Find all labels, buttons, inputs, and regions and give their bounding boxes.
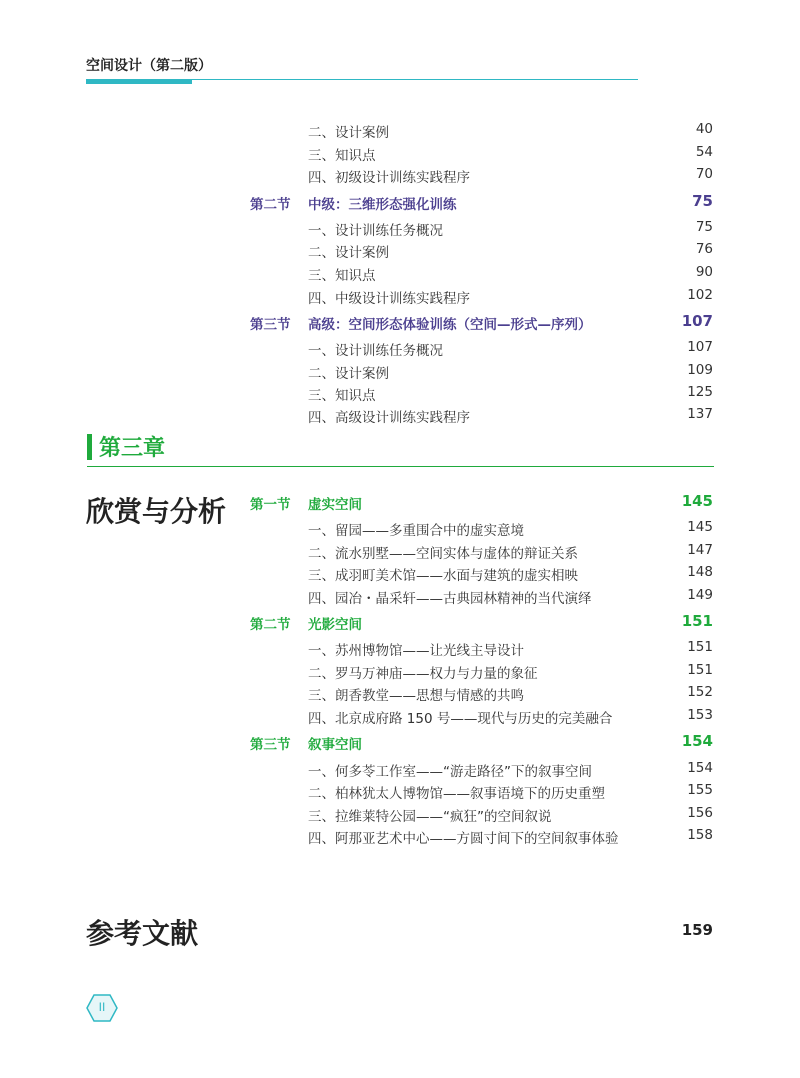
chapter-rule [87, 466, 714, 467]
toc-item-label: 四、北京成府路 150 号——现代与历史的完美融合 [308, 711, 613, 727]
section-title: 高级：空间形态体验训练（空间—形式—序列） [308, 317, 592, 333]
toc-item-label: 二、流水别墅——空间实体与虚体的辩证关系 [308, 546, 578, 562]
toc-item-label: 一、苏州博物馆——让光线主导设计 [308, 643, 524, 659]
toc-section[interactable] [0, 493, 800, 515]
toc-item-label: 一、何多苓工作室——“游走路径”下的叙事空间 [308, 764, 592, 780]
toc-item[interactable] [0, 384, 800, 406]
toc-item-label: 四、中级设计训练实践程序 [308, 291, 470, 307]
toc-item-page: 54 [695, 144, 713, 160]
toc-item-page: 155 [687, 782, 713, 798]
section-page: 151 [681, 612, 713, 630]
page-number: II [98, 1000, 106, 1014]
toc-item-page: 153 [687, 707, 713, 723]
toc-item-label: 三、知识点 [308, 148, 376, 164]
section-title: 中级：三维形态强化训练 [308, 197, 457, 213]
toc-item-page: 102 [687, 287, 713, 303]
toc-item-page: 154 [687, 760, 713, 776]
toc-item[interactable] [0, 639, 800, 661]
toc-item-label: 一、设计训练任务概况 [308, 343, 443, 359]
toc-item[interactable] [0, 339, 800, 361]
toc-item[interactable] [0, 662, 800, 684]
toc-section[interactable] [0, 613, 800, 635]
toc-item[interactable] [0, 587, 800, 609]
toc-item[interactable] [0, 166, 800, 188]
toc-item-page: 149 [687, 587, 713, 603]
toc-item[interactable] [0, 121, 800, 143]
toc-item-page: 151 [687, 662, 713, 678]
toc-item-label: 二、设计案例 [308, 125, 389, 141]
toc-item[interactable] [0, 219, 800, 241]
toc-item-page: 145 [687, 519, 713, 535]
section-number: 第二节 [250, 197, 291, 213]
toc-item-page: 125 [687, 384, 713, 400]
toc-item[interactable] [0, 760, 800, 782]
toc-item-label: 二、罗马万神庙——权力与力量的象征 [308, 666, 538, 682]
toc-item[interactable] [0, 827, 800, 849]
toc-item-label: 一、设计训练任务概况 [308, 223, 443, 239]
toc-item[interactable] [0, 406, 800, 428]
toc-item-label: 三、朗香教堂——思想与情感的共鸣 [308, 688, 524, 704]
references-title[interactable]: 参考文献 [86, 917, 199, 950]
section-number: 第三节 [250, 737, 291, 753]
toc-item-label: 三、成羽町美术馆——水面与建筑的虚实相映 [308, 568, 578, 584]
toc-item-page: 156 [687, 805, 713, 821]
section-page: 154 [681, 732, 713, 750]
toc-item-label: 四、高级设计训练实践程序 [308, 410, 470, 426]
toc-item[interactable] [0, 144, 800, 166]
section-title: 虚实空间 [308, 497, 362, 513]
toc-item-page: 75 [695, 219, 713, 235]
toc-item-page: 147 [687, 542, 713, 558]
toc-item[interactable] [0, 519, 800, 541]
toc-section[interactable] [0, 193, 800, 215]
toc-item-label: 四、初级设计训练实践程序 [308, 170, 470, 186]
section-title: 叙事空间 [308, 737, 362, 753]
toc-section[interactable] [0, 733, 800, 755]
toc-item-page: 90 [695, 264, 713, 280]
toc-item-page: 152 [687, 684, 713, 700]
toc-item-label: 二、柏林犹太人博物馆——叙事语境下的历史重塑 [308, 786, 605, 802]
toc-item-label: 四、园冶・晶采轩——古典园林精神的当代演绎 [308, 591, 592, 607]
toc-item-label: 三、知识点 [308, 388, 376, 404]
toc-item[interactable] [0, 684, 800, 706]
toc-item-label: 二、设计案例 [308, 366, 389, 382]
toc-item[interactable] [0, 362, 800, 384]
section-page: 107 [681, 312, 713, 330]
toc-item-label: 三、知识点 [308, 268, 376, 284]
references-page: 159 [681, 921, 713, 939]
toc-item-page: 158 [687, 827, 713, 843]
running-head: 空间设计（第二版） [86, 58, 212, 74]
toc-item-page: 151 [687, 639, 713, 655]
toc-item[interactable] [0, 707, 800, 729]
section-title: 光影空间 [308, 617, 362, 633]
toc-item[interactable] [0, 564, 800, 586]
toc-item-page: 40 [695, 121, 713, 137]
header-accent-bar [86, 79, 192, 84]
chapter-marker-bar [87, 434, 92, 460]
toc-item-label: 三、拉维莱特公园——“疯狂”的空间叙说 [308, 809, 552, 825]
chapter-title: 欣赏与分析 [86, 495, 227, 528]
section-page: 75 [692, 192, 713, 210]
chapter-label: 第三章 [99, 436, 166, 461]
section-page: 145 [681, 492, 713, 510]
toc-item[interactable] [0, 287, 800, 309]
section-number: 第一节 [250, 497, 291, 513]
folio-badge [86, 994, 118, 1022]
toc-section[interactable] [0, 313, 800, 335]
toc-item[interactable] [0, 542, 800, 564]
toc-item[interactable] [0, 264, 800, 286]
toc-item-label: 一、留园——多重围合中的虚实意境 [308, 523, 524, 539]
toc-item[interactable] [0, 782, 800, 804]
toc-item-label: 二、设计案例 [308, 245, 389, 261]
toc-item-label: 四、阿那亚艺术中心——方圆寸间下的空间叙事体验 [308, 831, 619, 847]
toc-item-page: 107 [687, 339, 713, 355]
toc-item[interactable] [0, 241, 800, 263]
toc-item-page: 76 [695, 241, 713, 257]
toc-item-page: 148 [687, 564, 713, 580]
section-number: 第二节 [250, 617, 291, 633]
toc-item-page: 70 [695, 166, 713, 182]
toc-item-page: 109 [687, 362, 713, 378]
section-number: 第三节 [250, 317, 291, 333]
toc-item[interactable] [0, 805, 800, 827]
toc-item-page: 137 [687, 406, 713, 422]
